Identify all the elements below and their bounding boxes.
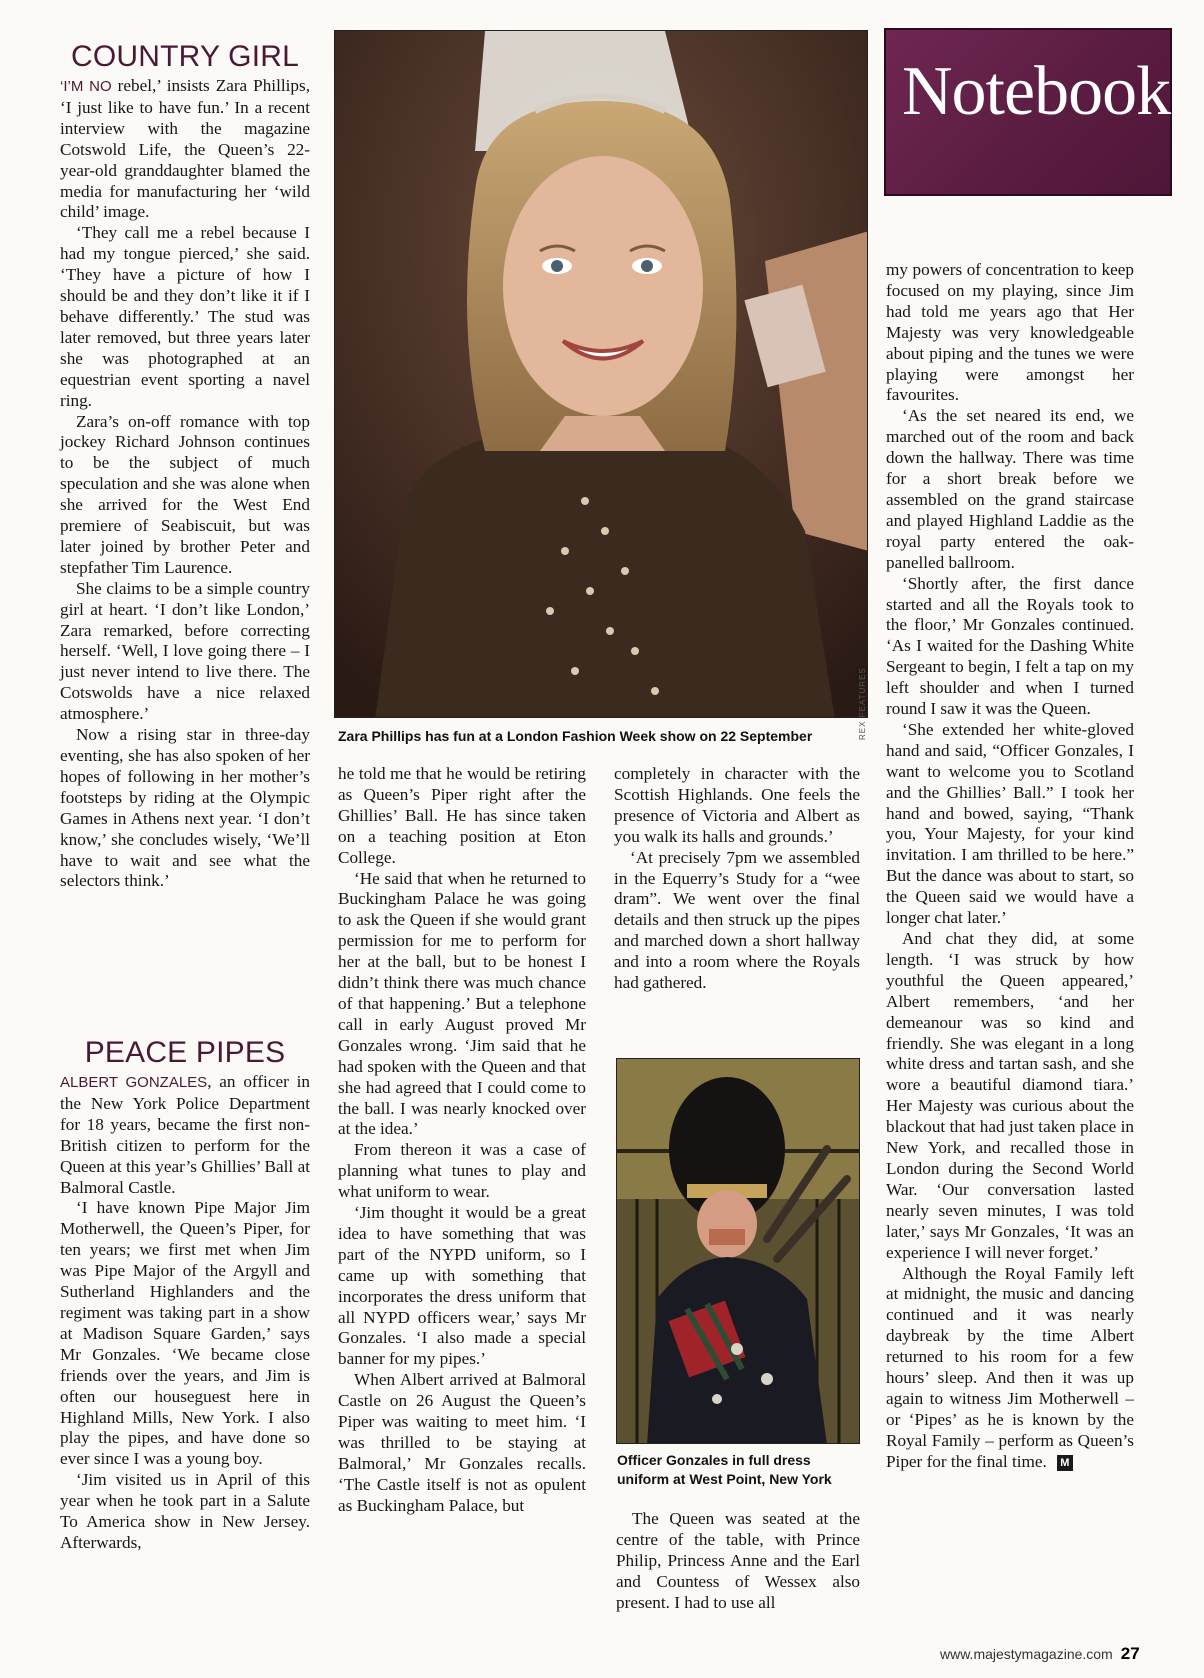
paragraph: ‘He said that when he returned to Buckingham Palace he was going to ask the Queen if she would grant permission for me to perform for her at the ball, but to be honest I didn’t think there was much chance of that happening.’ But a telephone call in early August proved Mr Gonzales wrong. ‘Jim said that he had spoken with the Queen and that she had agreed that I could come to the ball. I was nearly knocked over at the idea.’ — [338, 868, 586, 1139]
paragraph: She claims to be a simple country girl at heart. ‘I don’t like London,’ Zara remarked, before correcting herself. ‘Well, I love going there – I just never intend to live there. The Cotswolds have a nice relaxed atmosphere.’ — [60, 578, 310, 724]
paragraph: ‘I have known Pipe Major Jim Motherwell, the Queen’s Piper, for ten years; we first met when Jim was Pipe Major of the Argyll and Sutherland Highlanders and the regiment was taking part in a show at Madison Square Garden,’ says Mr Gonzales. ‘We became close friends over the years, and Jim is often our houseguest here in Highland Mills, New York. I also play the pipes, and have done so ever since I was a young boy. — [60, 1198, 310, 1469]
paragraph: ‘She extended her white-gloved hand and said, “Officer Gonzales, I want to welcome you to Scotland and the Ghillies’ Ball.” I took her hand and bowed, saying, “Thank you, Your Majesty, for your kind invitation. I am thrilled to be here.” But the dance was about to start, so the Queen said we would have a longer chat later.’ — [886, 719, 1134, 928]
paragraph: ‘At precisely 7pm we assembled in the Equerry’s Study for a “wee dram”. We went over the final details and then struck up the pipes and marched down a short hallway and into a room where the Royals had gathered. — [614, 847, 860, 993]
paragraph: From thereon it was a case of planning what tunes to play and what uniform to wear. — [338, 1140, 586, 1202]
portrait-image — [335, 31, 868, 718]
column-3 — [614, 764, 860, 994]
column-1 — [60, 40, 310, 892]
photo-credit: REX FEATURES — [858, 667, 867, 740]
photo-piper — [616, 1058, 860, 1444]
paragraph: The Queen was seated at the centre of the table, with Prince Philip, Princess Anne and the Earl and Countess of Wessex also present. I had to use all — [616, 1509, 860, 1612]
column-3-lower — [616, 1509, 860, 1614]
piper-image — [617, 1059, 860, 1444]
photo-caption: Zara Phillips has fun at a London Fashion Week show on 22 September — [338, 728, 813, 744]
paragraph: ‘Jim thought it would be a great idea to have something that was part of the NYPD uniform, so I came up with something that incorporates the dress uniform that all NYPD officers wear,’ says Mr Gonzales. ‘I also made a special banner for my pipes.’ — [338, 1203, 586, 1369]
photo-zara-phillips — [334, 30, 868, 718]
page-number: 27 — [1120, 1644, 1140, 1663]
paragraph: When Albert arrived at Balmoral Castle on 26 August the Queen’s Piper was waiting to meet him. ‘I was thrilled to be staying at Balmoral,’ Mr Gonzales recalls. ‘The Castle itself is not as opulent as Buckingham Palace, but — [338, 1370, 586, 1515]
paragraph: ‘Jim visited us in April of this year when he took part in a Salute To America show in New Jersey. Afterwards, — [60, 1470, 310, 1552]
piper-caption: Officer Gonzales in full dress uniform at West Point, New York — [617, 1452, 832, 1487]
lead-in: ALBERT GONZALES — [60, 1074, 208, 1091]
paragraph: ‘I’M NO rebel,’ insists Zara Phillips, ‘I just like to have fun.’ In a recent interview with the magazine Cotswold Life, the Queen’s 22-year-old granddaughter blamed the media for manufacturing her ‘wild child’ image. — [60, 76, 310, 222]
column-2 — [338, 764, 586, 1517]
heading-peace-pipes: PEACE PIPES — [84, 1036, 286, 1069]
section-title: Notebook — [902, 53, 1171, 130]
paragraph: And chat they did, at some length. ‘I was struck by how youthful the Queen appeared,’ Albert remembers, ‘and her demeanour was so kind and friendly. She was elegant in a long white dress and tartan sash, and she wore a beautiful diamond tiara.’ Her Majesty was curious about the blackout that had just taken place in New York, and recalled those in London during the Second World War. ‘Our conversation lasted nearly seven minutes, I was told later,’ says Mr Gonzales, ‘It was an experience I will never forget.’ — [886, 929, 1134, 1262]
paragraph: ‘They call me a rebel because I had my tongue pierced,’ she said. ‘They have a picture of how I should be and they don’t like it if I behave differently.’ The stud was later removed, but three years later she was photographed at an equestrian event sporting a navel ring. — [60, 223, 310, 410]
paragraph: completely in character with the Scottish Highlands. One feels the presence of Victoria and Albert as you walk its halls and grounds.’ — [614, 764, 860, 846]
column-1-lower — [60, 1036, 310, 1554]
paragraph: Zara’s on-off romance with top jockey Richard Johnson continues to be the subject of much speculation and she was alone when she arrived for the West End premiere of Seabiscuit, but was later joined by brother Peter and stepfather Tim Laurence. — [60, 411, 310, 577]
paragraph: he told me that he would be retiring as Queen’s Piper right after the Ghillies’ Ball. He has since taken on a teaching position at Eton College. — [338, 764, 586, 867]
footer-url[interactable]: www.majestymagazine.com — [940, 1646, 1113, 1662]
lead-in: ‘I’M NO — [60, 78, 112, 95]
paragraph: Although the Royal Family left at midnight, the music and dancing continued and it was nearly daybreak by the time Albert returned to his room for a few hours’ sleep. And then it was up again to witness Jim Motherwell – or ‘Pipes’ as he is known by the Royal Family – perform as Queen’s Piper for the final time. M — [886, 1263, 1134, 1471]
end-mark: M — [1057, 1455, 1073, 1471]
column-4 — [886, 260, 1134, 1473]
page-footer — [940, 1644, 1140, 1664]
paragraph: ‘As the set neared its end, we marched out of the room and back down the hallway. There was time for a short break before we assembled on the grand staircase and played Highland Laddie as the royal party entered the oak-panelled ballroom. — [886, 406, 1134, 572]
heading-country-girl: COUNTRY GIRL — [70, 40, 299, 73]
paragraph: my powers of concentration to keep focused on my playing, since Jim had told me years ago that Her Majesty was very knowledgeable about piping and the tunes we were playing were amongst her favourites. — [886, 260, 1134, 405]
paragraph: ‘Shortly after, the first dance started and all the Royals took to the floor,’ Mr Gonzales continued. ‘As I waited for the Dashing White Sergeant to begin, I felt a tap on my left shoulder and when I turned round I saw it was the Queen. — [886, 573, 1134, 719]
paragraph: ALBERT GONZALES, an officer in the New York Police Department for 18 years, became the first non-British citizen to perform for the Queen at this year’s Ghillies’ Ball at Balmoral Castle. — [60, 1072, 310, 1197]
paragraph: Now a rising star in three-day eventing, she has also spoken of her hopes of following in her mother’s footsteps by riding at the Olympic Games in Athens next year. ‘I don’t know,’ she concludes wisely, ‘We’ll have to wait and see what the selectors think.’ — [60, 725, 310, 891]
section-banner — [884, 28, 1172, 196]
